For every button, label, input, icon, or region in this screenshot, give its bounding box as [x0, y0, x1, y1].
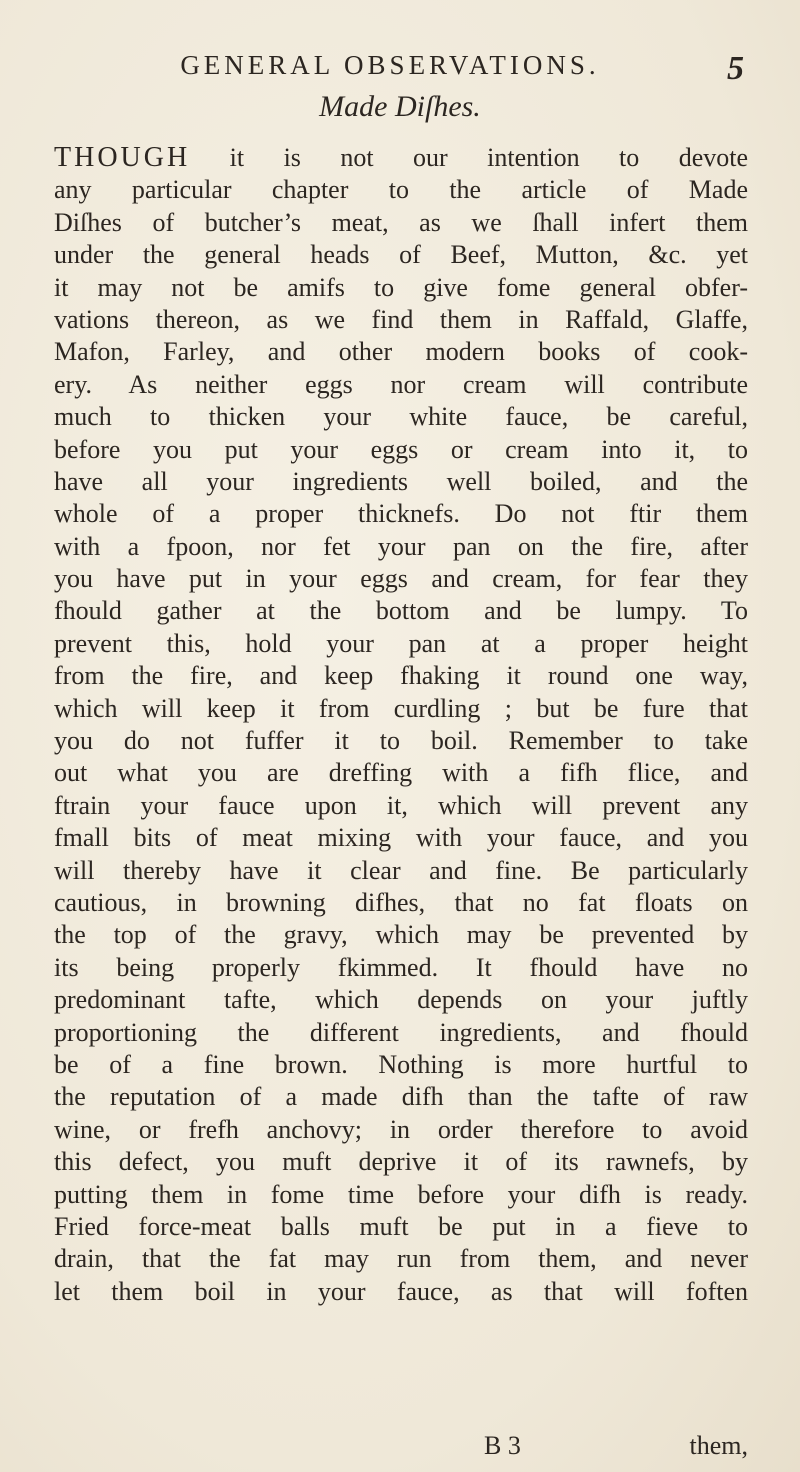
text-line: the top of the gravy, which may be prevented by: [54, 920, 748, 950]
signature-mark: B 3: [484, 1431, 521, 1460]
text-line: [54, 142, 748, 174]
text-line-rest: it is not our intention to devote: [190, 143, 748, 172]
running-head: GENERAL OBSERVATIONS.: [180, 50, 600, 80]
text-line: predominant tafte, which depends on your juftly: [54, 985, 748, 1015]
text-line: ftrain your fauce upon it, which will prevent any: [54, 790, 748, 820]
text-line: fhould gather at the bottom and be lumpy. To: [54, 596, 748, 626]
text-line: let them boil in your fauce, as that will foften: [54, 1276, 748, 1306]
text-line: from the fire, and keep fhaking it round one way,: [54, 661, 748, 691]
section-title: Made Diſhes.: [319, 90, 481, 123]
catchword: them,: [689, 1431, 748, 1460]
text-line: be of a fine brown. Nothing is more hurtful to: [54, 1049, 748, 1079]
text-line: prevent this, hold your pan at a proper height: [54, 628, 748, 658]
text-line: Mafon, Farley, and other modern books of cook-: [54, 337, 748, 367]
text-line: whole of a proper thicknefs. Do not ftir them: [54, 499, 748, 529]
text-line: proportioning the different ingredients, and fhould: [54, 1017, 748, 1047]
body-paragraph: [54, 142, 748, 1308]
text-line: Fried force-meat balls muft be put in a fieve to: [54, 1211, 748, 1241]
text-line: any particular chapter to the article of Made: [54, 175, 748, 205]
text-line: have all your ingredients well boiled, and the: [54, 466, 748, 496]
text-line: fmall bits of meat mixing with your fauce, and you: [54, 823, 748, 853]
text-line: drain, that the fat may run from them, and never: [54, 1244, 748, 1274]
text-line: it may not be amifs to give fome general obfer-: [54, 272, 748, 302]
text-line: Diſhes of butcher’s meat, as we ſhall infert them: [54, 207, 748, 237]
text-line: before you put your eggs or cream into it, to: [54, 434, 748, 464]
page-number: 5: [727, 50, 744, 87]
text-line: wine, or frefh anchovy; in order therefore to avoid: [54, 1114, 748, 1144]
text-line: out what you are dreffing with a fifh flice, and: [54, 758, 748, 788]
text-line: much to thicken your white fauce, be careful,: [54, 402, 748, 432]
text-line: the reputation of a made difh than the tafte of raw: [54, 1082, 748, 1112]
text-line: this defect, you muft deprive it of its rawnefs, by: [54, 1147, 748, 1177]
text-line: which will keep it from curdling ; but be fure that: [54, 693, 748, 723]
text-line: you do not fuffer it to boil. Remember to take: [54, 726, 748, 756]
text-line: with a fpoon, nor fet your pan on the fire, after: [54, 531, 748, 561]
text-line: you have put in your eggs and cream, for fear they: [54, 564, 748, 594]
page-footer: [54, 1430, 748, 1462]
opening-word: THOUGH: [54, 142, 191, 173]
text-line: will thereby have it clear and fine. Be particularly: [54, 855, 748, 885]
text-line: its being properly fkimmed. It fhould have no: [54, 952, 748, 982]
text-line: under the general heads of Beef, Mutton, &c. yet: [54, 240, 748, 270]
text-line: ery. As neither eggs nor cream will contribute: [54, 369, 748, 399]
text-line: putting them in fome time before your difh is ready.: [54, 1179, 748, 1209]
text-line: vations thereon, as we find them in Raffald, Glaffe,: [54, 304, 748, 334]
text-line: cautious, in browning difhes, that no fat floats on: [54, 887, 748, 917]
